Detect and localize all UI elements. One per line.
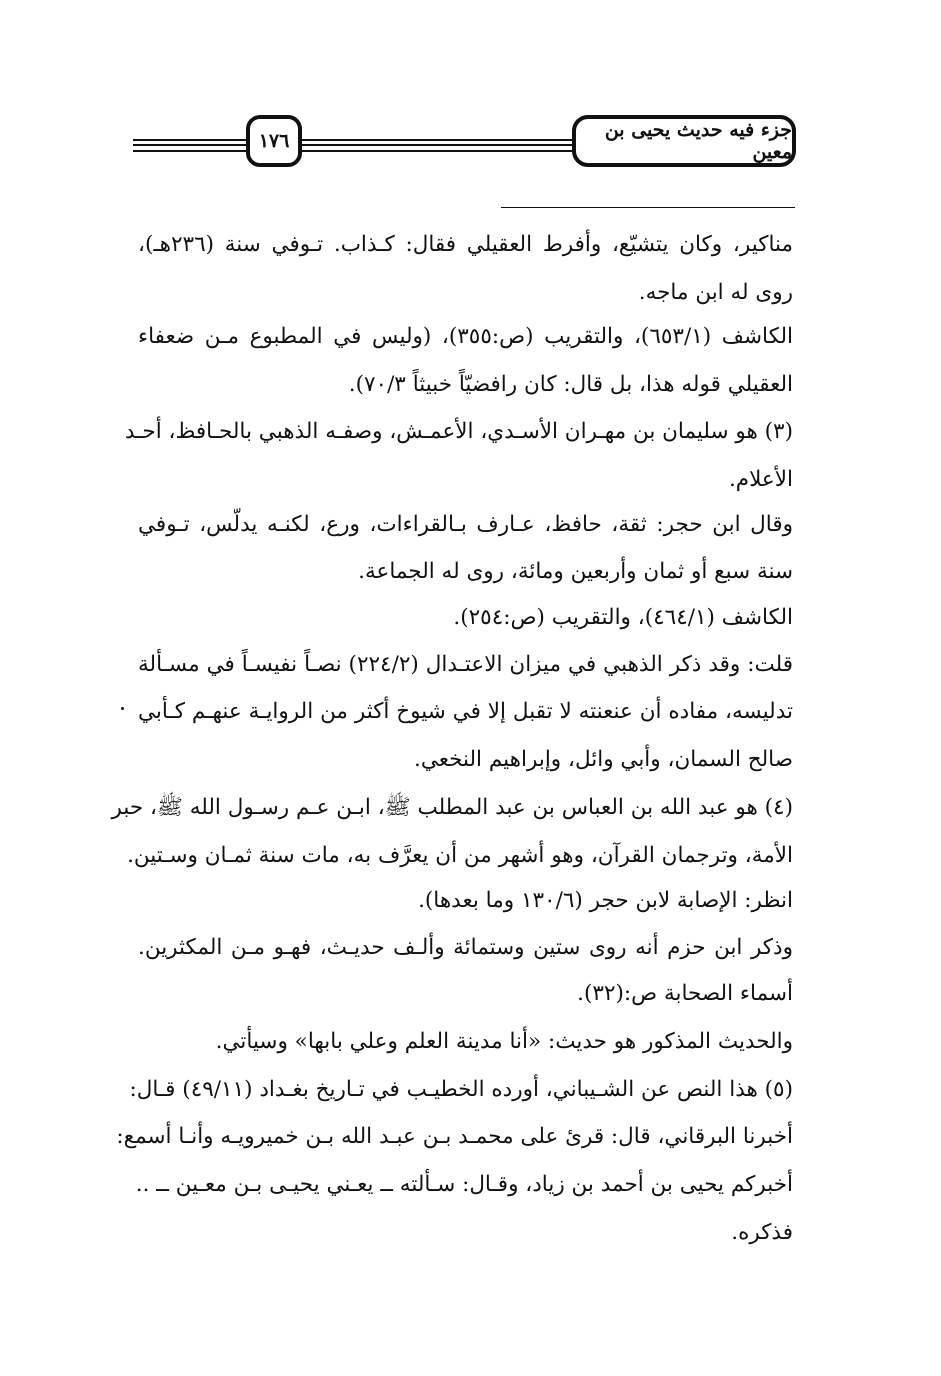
- text-line: (٥) هذا النص عن الشـيباني، أورده الخطيـب في تـاريخ بغـداد (٤٩/١١) قـال:: [129, 1077, 793, 1102]
- footnote-rule: [501, 207, 795, 208]
- text-line: العقيلي قوله هذا، بل قال: كان رافضيّاً خبيثاً ٧٠/٣).: [348, 372, 793, 397]
- text-line: الكاشف (٦٥٣/١)، والتقريب (ص:٣٥٥)، (وليس في المطبوع مـن ضعفاء: [138, 324, 793, 349]
- text-line: تدليسه، مفاده أن عنعنته لا تقبل إلا في شيوخ أكثر من الروايـة عنهـم كـأبي: [138, 699, 793, 724]
- text-line: أخبركم يحيى بن أحمد بن زياد، وقـال: سـألته ــ يعـني يحيـى بـن معـين ــ ..: [135, 1172, 793, 1197]
- text-line: (٤) هو عبد الله بن العباس بن عبد المطلب ﷺ، ابـن عـم رسـول الله ﷺ، حبر: [111, 795, 793, 820]
- text-line: أسماء الصحابة ص:(٣٢).: [577, 981, 793, 1006]
- text-line: قلت: وقد ذكر الذهبي في ميزان الاعتـدال (٢٢٤/٢) نصـاً نفيسـاً في مسـألة: [138, 652, 793, 677]
- text-line: انظر: الإصابة لابن حجر (١٣٠/٦ وما بعدها).: [418, 888, 793, 913]
- text-line: فذكره.: [731, 1220, 793, 1245]
- text-line: الأمة، وترجمان القرآن، وهو أشهر من أن يعرَّف به، مات سنة ثمـان وسـتين.: [127, 843, 793, 868]
- page-number: ١٧٦: [246, 115, 302, 167]
- text-line: سنة سبع أو ثمان وأربعين ومائة، روى له الجماعة.: [358, 559, 793, 584]
- text-line: مناكير، وكان يتشيّع، وأفرط العقيلي فقال: كـذاب. تـوفي سنة (٢٣٦هـ)،: [138, 232, 793, 257]
- text-line: الكاشف (٤٦٤/١)، والتقريب (ص:٢٥٤).: [453, 605, 793, 630]
- text-line: وقال ابن حجر: ثقة، حافظ، عـارف بـالقراءات، ورع، لكنـه يدلّس، تـوفي: [138, 512, 793, 537]
- text-line: والحديث المذكور هو حديث: «أنا مدينة العلم وعلي بابها» وسيأتي.: [215, 1029, 793, 1054]
- text-line: صالح السمان، وأبي وائل، وإبراهيم النخعي.: [414, 747, 793, 772]
- text-line: وذكر ابن حزم أنه روى ستين وستمائة وألـف حديـث، فهـو مـن المكثرين.: [138, 935, 793, 960]
- text-line: روى له ابن ماجه.: [638, 280, 793, 305]
- running-title: جزء فيه حديث يحيى بن معين: [572, 115, 796, 167]
- text-line: (٣) هو سليمان بن مهـران الأسـدي، الأعمـش، وصفـه الذهبي بالحـافظ، أحـد: [124, 419, 793, 444]
- stray-dot: [121, 707, 124, 710]
- text-line: أخبرنا البرقاني، قال: قرئ على محمـد بـن عبـد الله بـن خميرويـه وأنـا أسمع:: [116, 1124, 793, 1149]
- text-line: الأعلام.: [728, 467, 793, 492]
